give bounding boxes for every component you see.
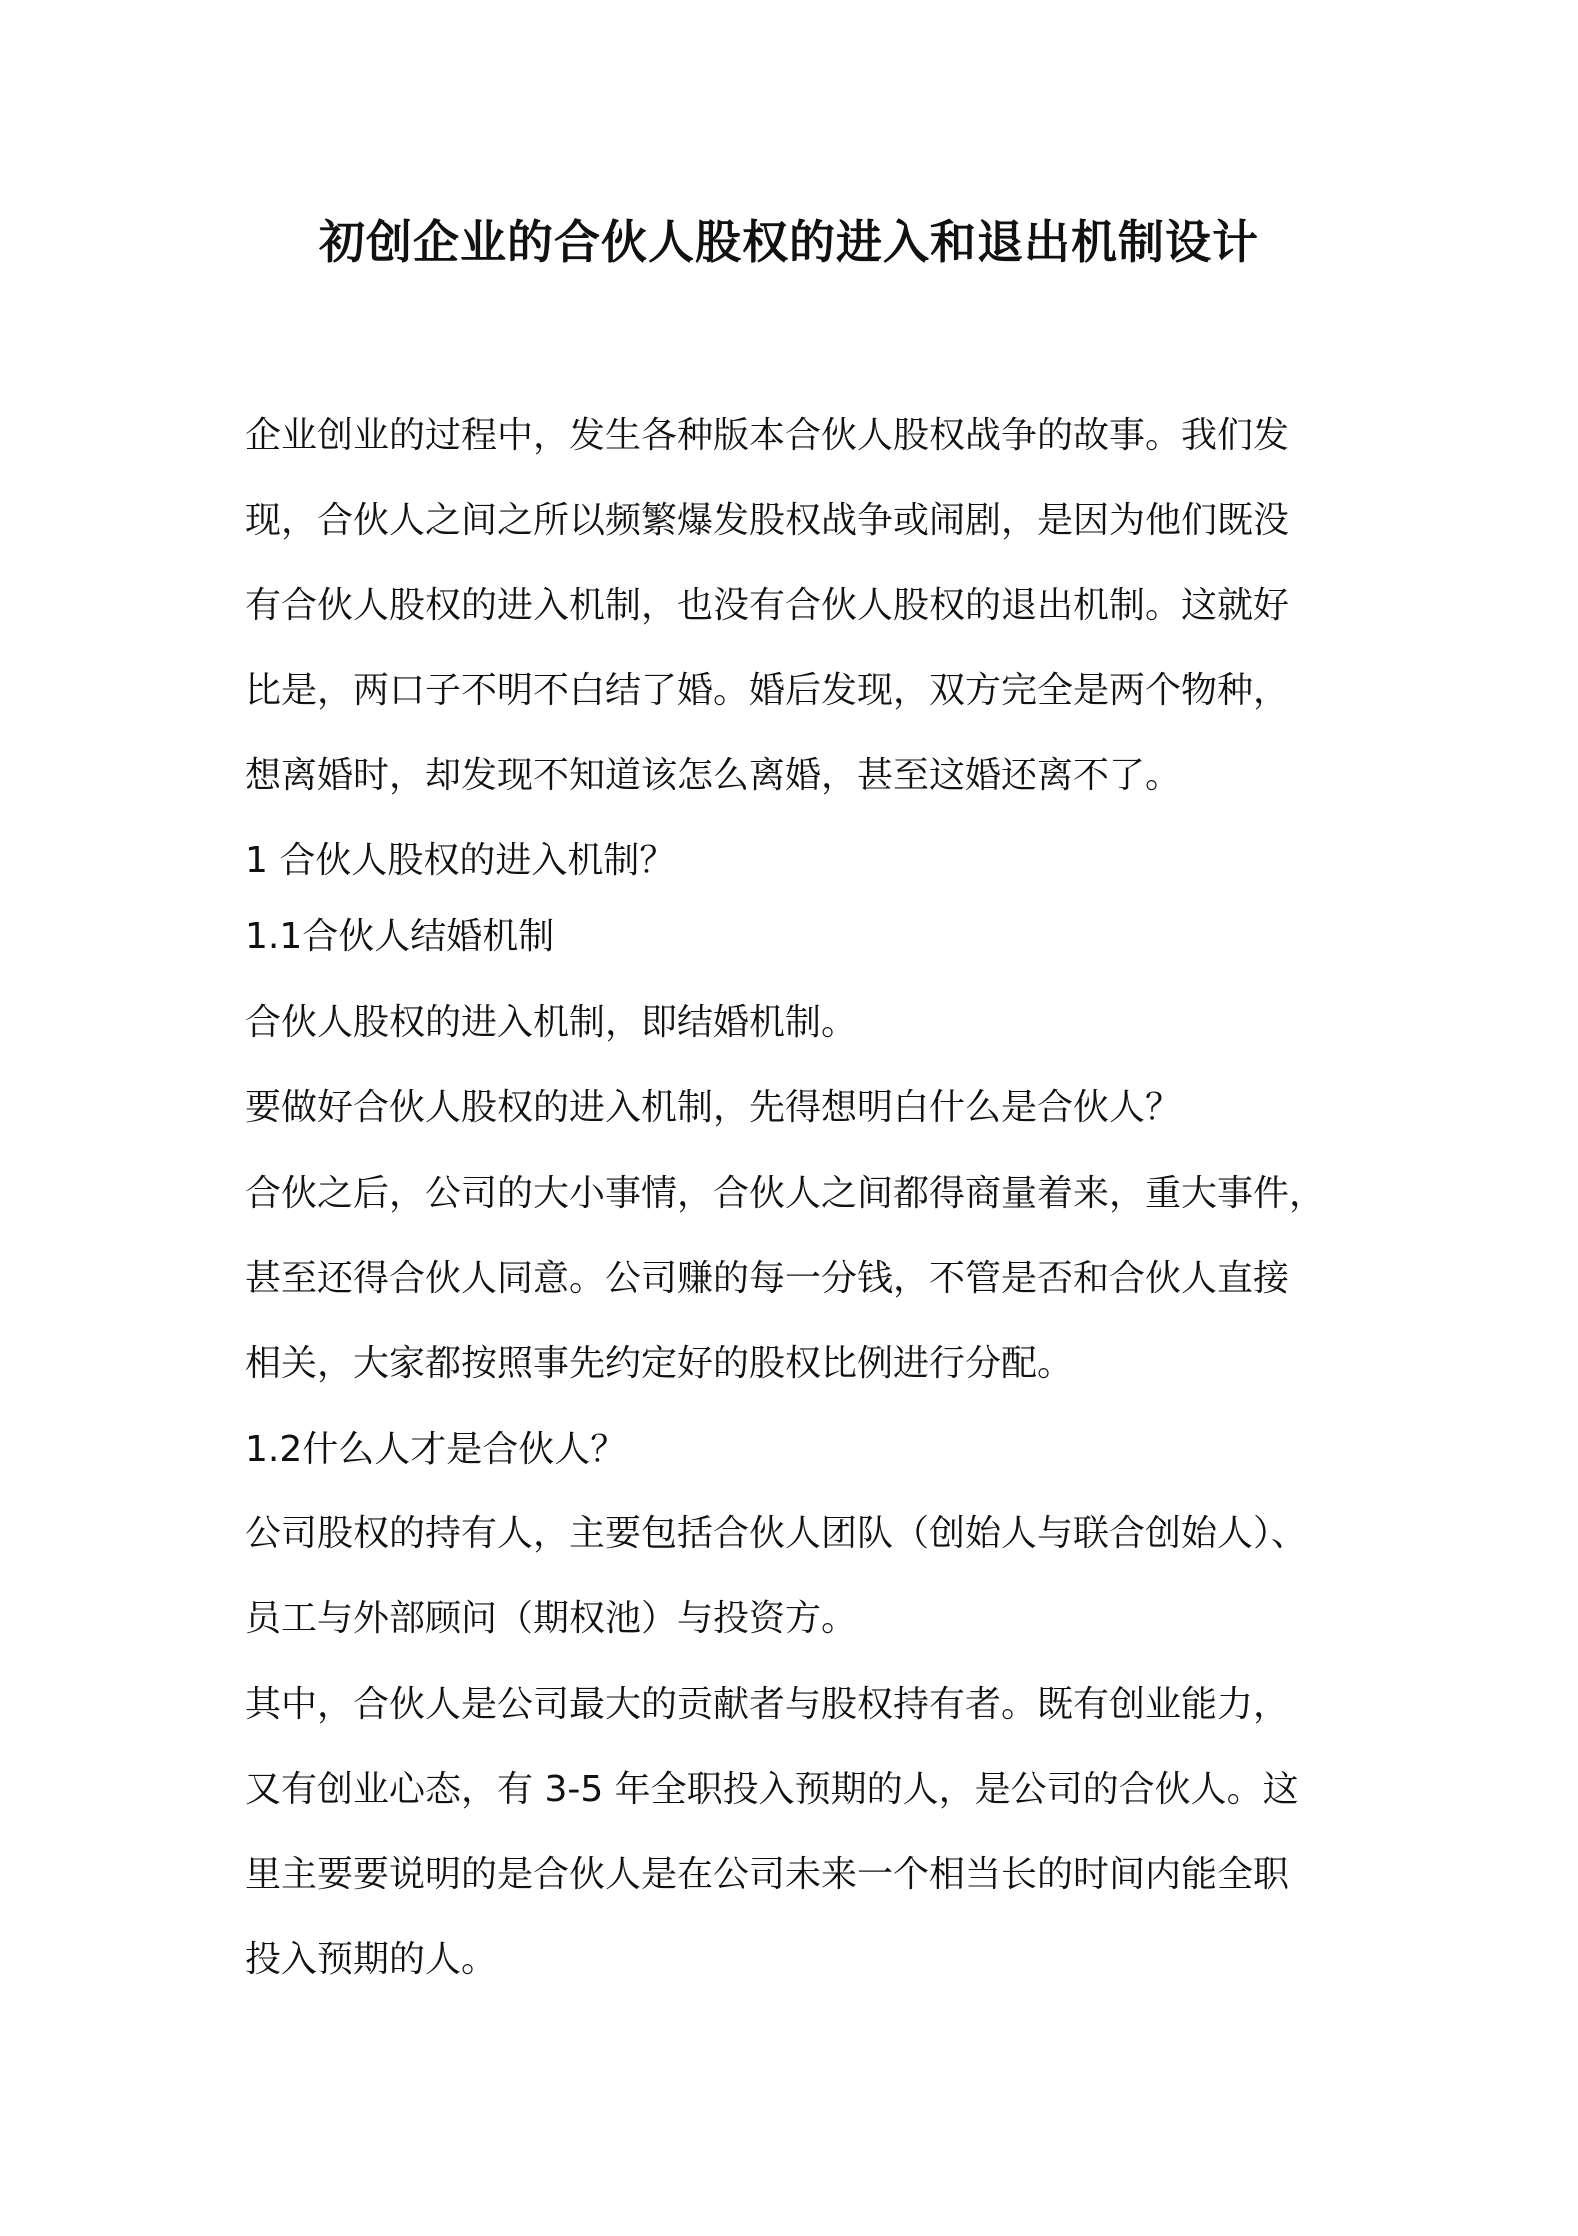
subsection-heading: 1.1合伙人结婚机制: [245, 916, 555, 957]
paragraph-line: 现，合伙人之间之所以频繁爆发股权战争或闹剧，是因为他们既没: [245, 500, 1290, 541]
paragraph-line: 合伙之后，公司的大小事情，合伙人之间都得商量着来，重大事件，: [245, 1173, 1326, 1214]
paragraph-line: 其中，合伙人是公司最大的贡献者与股权持有者。既有创业能力，: [245, 1684, 1290, 1725]
paragraph-line: 比是，两口子不明不白结了婚。婚后发现，双方完全是两个物种，: [245, 670, 1290, 711]
paragraph-line: 企业创业的过程中，发生各种版本合伙人股权战争的故事。我们发: [245, 415, 1290, 456]
paragraph-line: 要做好合伙人股权的进入机制，先得想明白什么是合伙人？: [245, 1087, 1182, 1128]
paragraph-line: 公司股权的持有人，主要包括合伙人团队（创始人与联合创始人）、: [245, 1513, 1308, 1554]
paragraph-line: 又有创业心态，有 3-5 年全职投入预期的人，是公司的合伙人。这: [245, 1769, 1299, 1810]
document-title: 初创企业的合伙人股权的进入和退出机制设计: [319, 215, 1259, 269]
paragraph-line: 甚至还得合伙人同意。公司赚的每一分钱，不管是否和合伙人直接: [245, 1258, 1290, 1299]
paragraph-line: 合伙人股权的进入机制，即结婚机制。: [245, 1002, 858, 1043]
paragraph-line: 投入预期的人。: [245, 1939, 498, 1980]
paragraph-line: 有合伙人股权的进入机制，也没有合伙人股权的退出机制。这就好: [245, 585, 1290, 626]
section-heading: 1 合伙人股权的进入机制？: [245, 840, 676, 881]
paragraph-line: 里主要要说明的是合伙人是在公司未来一个相当长的时间内能全职: [245, 1854, 1290, 1895]
paragraph-line: 员工与外部顾问（期权池）与投资方。: [245, 1598, 858, 1639]
subsection-heading: 1.2什么人才是合伙人？: [245, 1429, 627, 1470]
paragraph-line: 相关，大家都按照事先约定好的股权比例进行分配。: [245, 1343, 1074, 1384]
paragraph-line: 想离婚时，却发现不知道该怎么离婚，甚至这婚还离不了。: [245, 755, 1182, 796]
